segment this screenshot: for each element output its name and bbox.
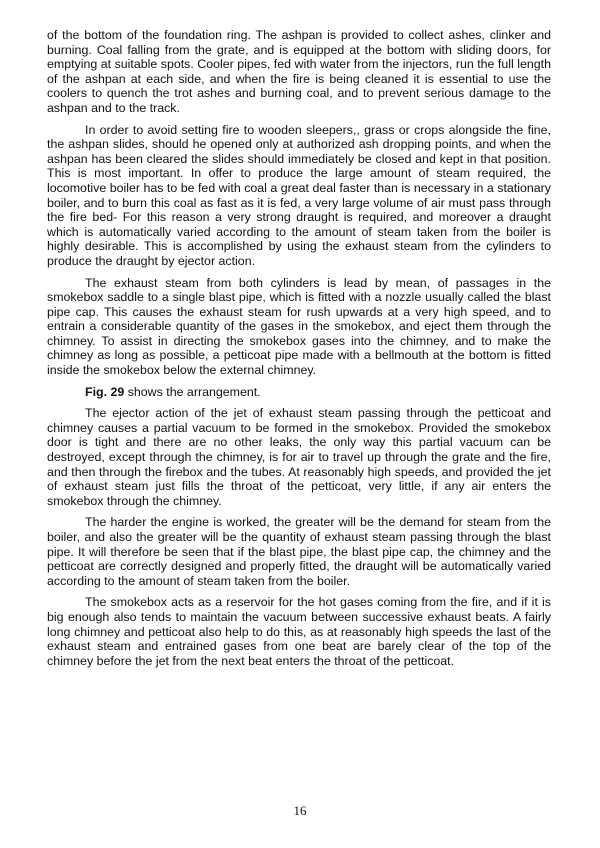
figure-reference-label: Fig. 29	[85, 384, 125, 399]
figure-reference-text: shows the arrangement.	[124, 384, 261, 399]
page-number: 16	[293, 803, 307, 818]
paragraph-smokebox-reservoir: The smokebox acts as a reservoir for the hot gases coming from the fire, and if it is big enough also tends to maintain the vacuum between successive exhaust beats. A fairly long chimney and petticoat also help to do this, as at reasonably high speeds the last of the exhaust steam and entrained gases from one beat are barely clear of the top of the chimney before the jet from the next beat enters the throat of the petticoat.	[47, 595, 551, 668]
paragraph-engine-worked: The harder the engine is worked, the greater will be the demand for steam from the boiler, and also the greater will be the quantity of exhaust steam passing through the blast pipe. It will therefore be seen that if the blast pipe, the blast pipe cap, the chimney and the petticoat are correctly designed and properly fitted, the draught will be automatically varied according to the amount of steam taken from the boiler.	[47, 515, 551, 588]
paragraph-ashpan: of the bottom of the foundation ring. The ashpan is provided to collect ashes, clinker and burning. Coal falling from the grate, and is equipped at the bottom with sliding doors, for emptying at suitable spots. Cooler pipes, fed with water from the injectors, run the full length of the ashpan at each side, and when the fire is being cleaned it is essential to use the coolers to quench the trot ashes and burning coal, and to prevent serious damage to the ashpan and to the track.	[47, 28, 551, 115]
figure-reference-line	[47, 385, 551, 400]
paragraph-ashpan-slides: In order to avoid setting fire to wooden sleepers,, grass or crops alongside the fine, the ashpan slides, should he opened only at authorized ash dropping points, and when the ashpan has been cleared the slides should immediately be closed and kept in that position. This is most important. In offer to produce the large amount of steam required, the locomotive boiler has to be fed with coal a great deal faster than is necessary in a stationary boiler, and to burn this coal as fast as it is fed, a very large volume of air must pass through the fire bed- For this reason a very strong draught is required, and moreover a draught which is automatically varied according to the amount of steam taken from the boiler is highly desirable. This is accomplished by using the exhaust steam from the cylinders to produce the draught by ejector action.	[47, 122, 551, 268]
document-page	[47, 28, 551, 675]
paragraph-ejector-action: The ejector action of the jet of exhaust steam passing through the petticoat and chimney causes a partial vacuum to be formed in the smokebox. Provided the smokebox door is tight and there are no other leaks, the only way this partial vacuum can be destroyed, except through the chimney, is for air to travel up through the grate and the fire, and then through the firebox and the tubes. At reasonably high speeds, and provided the jet of exhaust steam just fills the throat of the petticoat, very little, if any air enters the smokebox through the chimney.	[47, 406, 551, 508]
paragraph-exhaust-steam: The exhaust steam from both cylinders is lead by mean, of passages in the smokebox saddle to a single blast pipe, which is fitted with a nozzle usually called the blast pipe cap. This causes the exhaust steam for rush upwards at a very high speed, and to entrain a considerable quantity of the gases in the smokebox, and eject them through the chimney. To assist in directing the smokebox gases into the chimney, and to make the chimney as long as possible, a petticoat pipe made with a bellmouth at the bottom is fitted inside the smokebox below the external chimney.	[47, 275, 551, 378]
